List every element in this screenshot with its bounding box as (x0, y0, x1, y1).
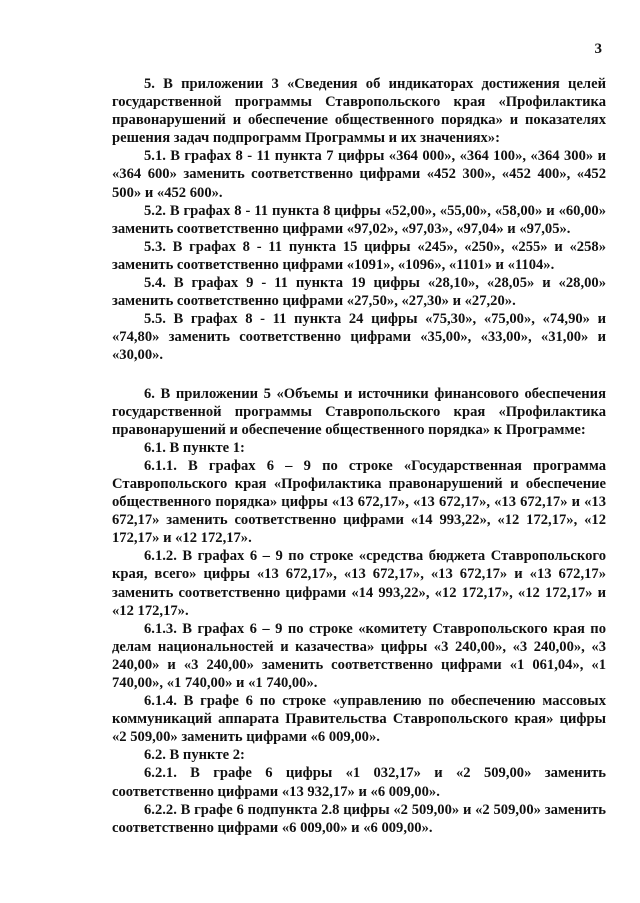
paragraph-5-4: 5.4. В графах 9 - 11 пункта 19 цифры «28,10», «28,05» и «28,00» заменить соответственно цифрами «27,50», «27,30» и «27,20». (112, 275, 606, 310)
paragraph-5-5: 5.5. В графах 8 - 11 пункта 24 цифры «75,30», «75,00», «74,90» и «74,80» заменить соответственно цифрами «35,00», «33,00», «31,00» и «30,00». (112, 311, 606, 364)
paragraph-6-1-4: 6.1.4. В графе 6 по строке «управлению по обеспечению массовых коммуникаций аппарата Правительства Ставропольского края» цифры «2 509,00» заменить цифрами «6 009,00». (112, 693, 606, 746)
paragraph-6-1-1: 6.1.1. В графах 6 – 9 по строке «Государственная программа Ставропольского края «Профилактика правонарушений и обеспечение общественного порядка» цифры «13 672,17», «13 672,17», «13 672,17» и «13 672,17» заменить соответственно цифрами «14 993,22», «12 172,17», «12 172,17» и «12 172,17». (112, 457, 606, 547)
section-6-intro: 6. В приложении 5 «Объемы и источники финансового обеспечения государственной программы Ставропольского края «Профилактика правонарушений и обеспечение общественного порядка» к Программе: (112, 385, 606, 438)
page-number: 3 (594, 41, 602, 57)
paragraph-6-1-2: 6.1.2. В графах 6 – 9 по строке «средства бюджета Ставропольского края, всего» цифры «13 672,17», «13 672,17», «13 672,17» и «13 672,17» заменить соответственно цифрами «14 993,22», «12 172,17», «12 172,17» и «12 172,17». (112, 548, 606, 619)
section-spacer (112, 365, 606, 385)
paragraph-6-1: 6.1. В пункте 1: (144, 439, 245, 456)
section-5-intro: 5. В приложении 3 «Сведения об индикаторах достижения целей государственной программы Ставропольского края «Профилактика правонарушений и обеспечение общественного порядка» и показателях решения задач подпрограмм Программы и их значениях»: (112, 76, 606, 147)
paragraph-6-1-3: 6.1.3. В графах 6 – 9 по строке «комитету Ставропольского края по делам национальностей и казачества» цифры «3 240,00», «3 240,00», «3 240,00» и «3 240,00» заменить соответственно цифрами «1 061,04», «1 740,00», «1 740,00» и «1 740,00». (112, 620, 606, 691)
document-body (112, 75, 606, 837)
paragraph-5-1: 5.1. В графах 8 - 11 пункта 7 цифры «364 000», «364 100», «364 300» и «364 600» заменить соответственно цифрами «452 300», «452 400», «452 500» и «452 600». (112, 148, 606, 201)
paragraph-6-2: 6.2. В пункте 2: (144, 747, 245, 764)
paragraph-6-2-1: 6.2.1. В графе 6 цифры «1 032,17» и «2 509,00» заменить соответственно цифрами «13 932,17» и «6 009,00». (112, 765, 606, 800)
paragraph-5-3: 5.3. В графах 8 - 11 пункта 15 цифры «245», «250», «255» и «258» заменить соответственно цифрами «1091», «1096», «1101» и «1104». (112, 238, 606, 273)
paragraph-5-2: 5.2. В графах 8 - 11 пункта 8 цифры «52,00», «55,00», «58,00» и «60,00» заменить соответственно цифрами «97,02», «97,03», «97,04» и «97,05». (112, 202, 606, 237)
paragraph-6-2-2: 6.2.2. В графе 6 подпункта 2.8 цифры «2 509,00» и «2 509,00» заменить соответственно цифрами «6 009,00» и «6 009,00». (112, 801, 606, 836)
